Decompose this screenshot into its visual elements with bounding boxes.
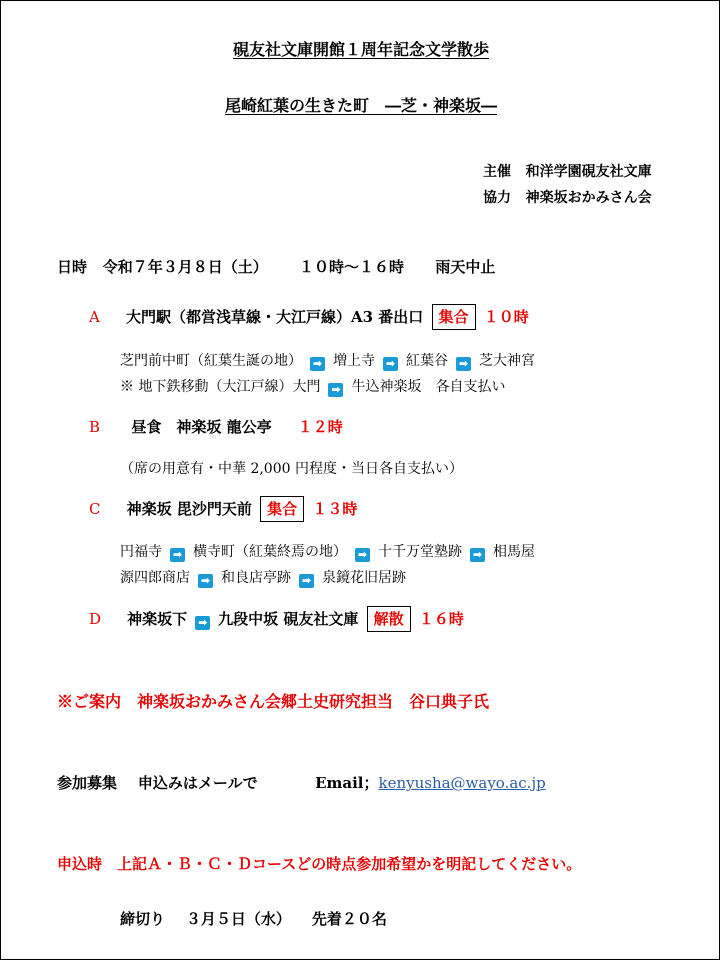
event-date: 令和７年３月８日（土） bbox=[102, 258, 268, 276]
course-d-row bbox=[89, 606, 464, 632]
arrow-right-icon: ➡ bbox=[198, 574, 213, 588]
organizer-host bbox=[483, 161, 652, 181]
course-a-letter: A bbox=[89, 308, 100, 326]
route-stop: 紅葉谷 bbox=[406, 353, 448, 369]
course-a-row bbox=[89, 304, 529, 330]
route-stop: 泉鏡花旧居跡 bbox=[322, 570, 406, 586]
course-d-letter: D bbox=[89, 610, 102, 628]
route-stop: 芝門前中町（紅葉生誕の地） bbox=[120, 353, 302, 369]
course-c-route1 bbox=[120, 541, 535, 562]
course-c-row bbox=[89, 496, 357, 522]
event-time: １０時～１６時 bbox=[299, 258, 405, 276]
recruit-text: 申込みはメールで bbox=[137, 774, 258, 792]
apply-note: 申込時 上記Ａ・Ｂ・Ｃ・Ｄコースどの時点参加希望かを明記してください。 bbox=[57, 855, 582, 873]
course-b-time: １２時 bbox=[297, 418, 343, 436]
capacity: 先着２０名 bbox=[311, 910, 387, 928]
course-b-row bbox=[89, 416, 343, 437]
arrow-right-icon: ➡ bbox=[355, 548, 370, 562]
arrow-right-icon: ➡ bbox=[310, 357, 325, 371]
datetime-row bbox=[57, 256, 495, 277]
arrow-right-icon: ➡ bbox=[383, 357, 398, 371]
route-stop: 和良店亭跡 bbox=[221, 570, 291, 586]
arrow-right-icon: ➡ bbox=[470, 548, 485, 562]
email-link[interactable]: kenyusha@wayo.ac.jp bbox=[378, 774, 546, 792]
course-a-route2 bbox=[120, 376, 505, 397]
arrow-right-icon: ➡ bbox=[195, 616, 210, 630]
course-d-badge: 解散 bbox=[367, 606, 411, 632]
course-b-letter: B bbox=[89, 418, 101, 436]
datetime-label: 日時 bbox=[57, 258, 88, 276]
course-d-place: 九段中坂 硯友社文庫 bbox=[218, 610, 359, 628]
course-a-time: １０時 bbox=[483, 308, 529, 326]
course-d-time: １６時 bbox=[418, 610, 464, 628]
route-stop: 源四郎商店 bbox=[120, 570, 190, 586]
course-c-place: 神楽坂 毘沙門天前 bbox=[126, 500, 252, 518]
rain-note: 雨天中止 bbox=[435, 258, 496, 276]
course-b-place: 昼食 神楽坂 龍公亭 bbox=[131, 418, 272, 436]
coop-name: 神楽坂おかみさん会 bbox=[525, 190, 652, 206]
deadline-row bbox=[120, 908, 387, 929]
route-stop: 芝大神宮 bbox=[479, 353, 535, 369]
course-c-route2 bbox=[120, 567, 406, 588]
recruit-label: 参加募集 bbox=[57, 774, 118, 792]
arrow-right-icon: ➡ bbox=[299, 574, 314, 588]
event-title: 硯友社文庫開館１周年記念文学散歩 bbox=[232, 40, 489, 59]
guide-note: ※ご案内 神楽坂おかみさん会郷土史研究担当 谷口典子氏 bbox=[57, 692, 490, 711]
organizer-coop bbox=[483, 187, 652, 207]
course-a-badge: 集合 bbox=[432, 304, 476, 330]
arrow-right-icon: ➡ bbox=[456, 357, 471, 371]
route-stop: ※ 地下鉄移動（大江戸線）大門 bbox=[120, 379, 321, 395]
course-b-note: （席の用意有・中華 2,000 円程度・当日各自支払い） bbox=[120, 461, 463, 477]
route-stop: 増上寺 bbox=[333, 353, 375, 369]
course-a-place: 大門駅（都営浅草線・大江戸線）A3 番出口 bbox=[125, 308, 424, 326]
route-stop: 相馬屋 bbox=[493, 544, 535, 560]
deadline-date: ３月５日（水） bbox=[185, 910, 291, 928]
arrow-right-icon: ➡ bbox=[170, 548, 185, 562]
host-name: 和洋学園硯友社文庫 bbox=[525, 164, 652, 180]
recruit-row bbox=[57, 772, 546, 793]
route-stop: 横寺町（紅葉終焉の地） bbox=[193, 544, 347, 560]
email-label: Email； bbox=[315, 774, 379, 792]
host-label: 主催 bbox=[483, 164, 511, 180]
route-stop: 牛込神楽坂 各自支払い bbox=[351, 379, 506, 395]
course-d-start: 神楽坂下 bbox=[127, 610, 188, 628]
route-stop: 円福寺 bbox=[120, 544, 162, 560]
route-stop: 十千万堂塾跡 bbox=[378, 544, 462, 560]
coop-label: 協力 bbox=[483, 190, 511, 206]
course-c-time: １３時 bbox=[312, 500, 358, 518]
course-c-badge: 集合 bbox=[260, 496, 304, 522]
course-c-letter: C bbox=[89, 500, 101, 518]
deadline-label: 締切り bbox=[120, 910, 166, 928]
event-subtitle: 尾崎紅葉の生きた町 ―芝・神楽坂― bbox=[224, 96, 497, 115]
arrow-right-icon: ➡ bbox=[328, 383, 343, 397]
course-a-route1 bbox=[120, 350, 535, 371]
